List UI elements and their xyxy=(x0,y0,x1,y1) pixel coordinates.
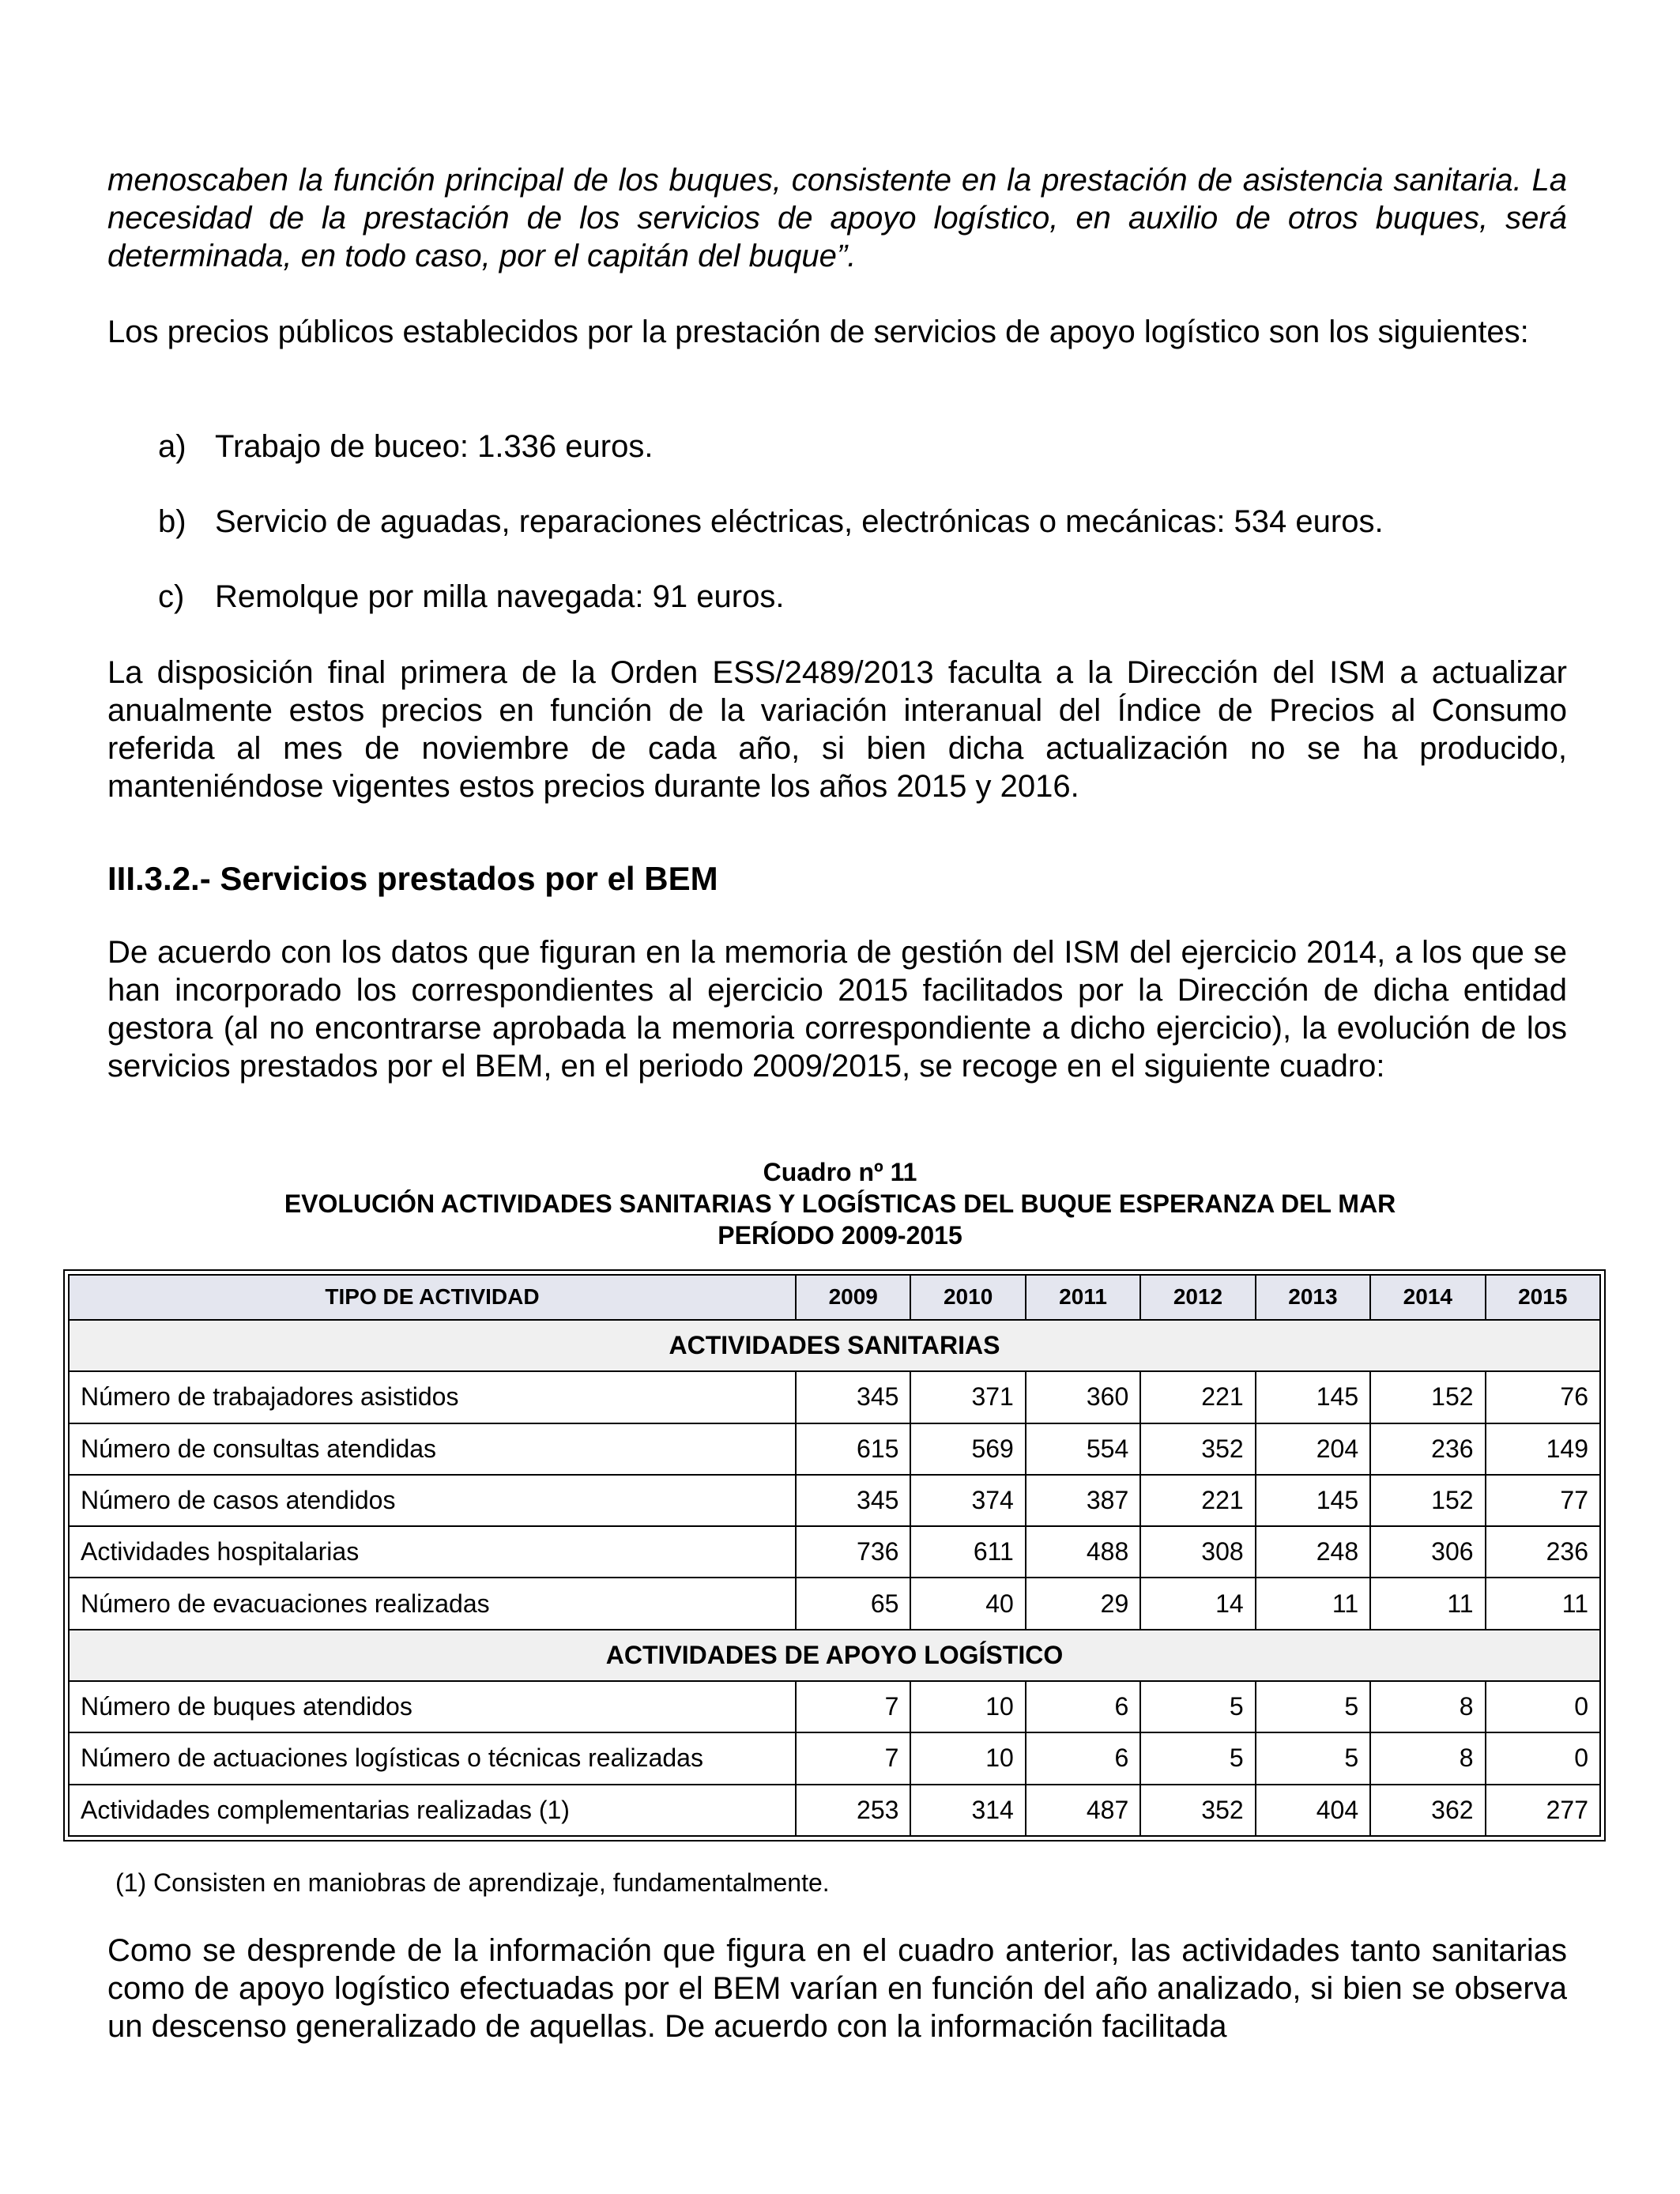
value-cell: 10 xyxy=(910,1681,1025,1732)
price-item-b xyxy=(158,503,1384,541)
table-row xyxy=(69,1578,1600,1629)
value-cell: 277 xyxy=(1486,1785,1600,1836)
value-cell: 152 xyxy=(1370,1371,1485,1423)
price-item-a xyxy=(158,428,653,466)
prices-intro-paragraph: Los precios públicos establecidos por la prestación de servicios de apoyo logístico son los siguientes: xyxy=(107,315,1529,349)
section-title: ACTIVIDADES DE APOYO LOGÍSTICO xyxy=(69,1630,1600,1681)
value-cell: 487 xyxy=(1026,1785,1140,1836)
row-label: Número de evacuaciones realizadas xyxy=(69,1578,796,1629)
value-cell: 554 xyxy=(1026,1423,1140,1475)
disposition-paragraph: La disposición final primera de la Orden ESS/2489/2013 faculta a la Dirección del ISM a actualizar anualmente estos precios en función de la variación interanual del Índice de Precios al Consumo referida al mes de noviembre de cada año, si bien dicha actualización no se ha producido, manteniéndose vigentes estos precios durante los años 2015 y 2016. xyxy=(107,655,1567,804)
value-cell: 5 xyxy=(1140,1732,1255,1784)
value-cell: 306 xyxy=(1370,1526,1485,1578)
header-cell: 2009 xyxy=(796,1275,910,1320)
value-cell: 345 xyxy=(796,1371,910,1423)
header-cell: 2015 xyxy=(1486,1275,1600,1320)
value-cell: 615 xyxy=(796,1423,910,1475)
table-title: EVOLUCIÓN ACTIVIDADES SANITARIAS Y LOGÍSTICAS DEL BUQUE ESPERANZA DEL MAR xyxy=(284,1189,1396,1218)
value-cell: 314 xyxy=(910,1785,1025,1836)
value-cell: 345 xyxy=(796,1475,910,1526)
value-cell: 404 xyxy=(1256,1785,1370,1836)
value-cell: 152 xyxy=(1370,1475,1485,1526)
value-cell: 65 xyxy=(796,1578,910,1629)
value-cell: 221 xyxy=(1140,1371,1255,1423)
section-row xyxy=(69,1630,1600,1681)
value-cell: 149 xyxy=(1486,1423,1600,1475)
header-cell: 2012 xyxy=(1140,1275,1255,1320)
section-row xyxy=(69,1320,1600,1371)
value-cell: 352 xyxy=(1140,1423,1255,1475)
section-heading: III.3.2.- Servicios prestados por el BEM xyxy=(107,860,718,897)
table-footnote: (1) Consisten en maniobras de aprendizaje, fundamentalmente. xyxy=(115,1868,830,1897)
value-cell: 352 xyxy=(1140,1785,1255,1836)
header-cell: 2010 xyxy=(910,1275,1025,1320)
value-cell: 253 xyxy=(796,1785,910,1836)
value-cell: 0 xyxy=(1486,1732,1600,1784)
value-cell: 11 xyxy=(1486,1578,1600,1629)
list-marker: b) xyxy=(158,504,186,539)
value-cell: 145 xyxy=(1256,1371,1370,1423)
value-cell: 8 xyxy=(1370,1732,1485,1784)
table-row xyxy=(69,1785,1600,1836)
value-cell: 7 xyxy=(796,1681,910,1732)
value-cell: 10 xyxy=(910,1732,1025,1784)
conclusion-paragraph: Como se desprende de la información que figura en el cuadro anterior, las actividades tanto sanitarias como de apoyo logístico efectuadas por el BEM varían en función del año analizado, si bien se observa un descenso generalizado de aquellas. De acuerdo con la información facilitada xyxy=(107,1933,1567,2044)
table-row xyxy=(69,1732,1600,1784)
value-cell: 236 xyxy=(1486,1526,1600,1578)
memoria-paragraph: De acuerdo con los datos que figuran en la memoria de gestión del ISM del ejercicio 2014, a los que se han incorporado los correspondientes al ejercicio 2015 facilitados por la Dirección de dicha entidad gestora (al no encontrarse aprobada la memoria correspondiente a dicho ejercicio), la evolución de los servicios prestados por el BEM, en el periodo 2009/2015, se recoge en el siguiente cuadro: xyxy=(107,935,1567,1084)
list-marker: c) xyxy=(158,579,185,614)
value-cell: 145 xyxy=(1256,1475,1370,1526)
value-cell: 7 xyxy=(796,1732,910,1784)
intro-paragraph: menoscaben la función principal de los buques, consistente en la prestación de asistencia sanitaria. La necesidad de la prestación de los servicios de apoyo logístico, en auxilio de otros buques, será determinada, en todo caso, por el capitán del buque”. xyxy=(107,163,1567,273)
table-row xyxy=(69,1423,1600,1475)
value-cell: 29 xyxy=(1026,1578,1140,1629)
table-period: PERÍODO 2009-2015 xyxy=(718,1221,962,1250)
list-item-text: Servicio de aguadas, reparaciones eléctricas, electrónicas o mecánicas: 534 euros. xyxy=(215,504,1384,539)
row-label: Número de casos atendidos xyxy=(69,1475,796,1526)
table-caption: Cuadro nº 11 xyxy=(763,1158,917,1186)
section-title: ACTIVIDADES SANITARIAS xyxy=(69,1320,1600,1371)
activities-table-frame xyxy=(63,1269,1606,1842)
value-cell: 76 xyxy=(1486,1371,1600,1423)
value-cell: 387 xyxy=(1026,1475,1140,1526)
row-label: Número de consultas atendidas xyxy=(69,1423,796,1475)
header-cell: 2011 xyxy=(1026,1275,1140,1320)
table-row xyxy=(69,1681,1600,1732)
value-cell: 308 xyxy=(1140,1526,1255,1578)
table-row xyxy=(69,1475,1600,1526)
value-cell: 8 xyxy=(1370,1681,1485,1732)
value-cell: 5 xyxy=(1256,1681,1370,1732)
value-cell: 6 xyxy=(1026,1681,1140,1732)
value-cell: 11 xyxy=(1370,1578,1485,1629)
header-cell: TIPO DE ACTIVIDAD xyxy=(69,1275,796,1320)
value-cell: 362 xyxy=(1370,1785,1485,1836)
activities-table xyxy=(68,1274,1601,1837)
price-item-c xyxy=(158,578,784,616)
list-item-text: Trabajo de buceo: 1.336 euros. xyxy=(215,429,654,464)
value-cell: 360 xyxy=(1026,1371,1140,1423)
value-cell: 77 xyxy=(1486,1475,1600,1526)
value-cell: 6 xyxy=(1026,1732,1140,1784)
value-cell: 14 xyxy=(1140,1578,1255,1629)
table-row xyxy=(69,1526,1600,1578)
value-cell: 736 xyxy=(796,1526,910,1578)
value-cell: 0 xyxy=(1486,1681,1600,1732)
row-label: Número de actuaciones logísticas o técnicas realizadas xyxy=(69,1732,796,1784)
value-cell: 248 xyxy=(1256,1526,1370,1578)
value-cell: 221 xyxy=(1140,1475,1255,1526)
row-label: Número de buques atendidos xyxy=(69,1681,796,1732)
value-cell: 374 xyxy=(910,1475,1025,1526)
table-header-row xyxy=(69,1275,1600,1320)
value-cell: 5 xyxy=(1256,1732,1370,1784)
row-label: Actividades complementarias realizadas (1) xyxy=(69,1785,796,1836)
value-cell: 40 xyxy=(910,1578,1025,1629)
value-cell: 204 xyxy=(1256,1423,1370,1475)
value-cell: 569 xyxy=(910,1423,1025,1475)
value-cell: 488 xyxy=(1026,1526,1140,1578)
value-cell: 11 xyxy=(1256,1578,1370,1629)
value-cell: 236 xyxy=(1370,1423,1485,1475)
value-cell: 5 xyxy=(1140,1681,1255,1732)
header-cell: 2014 xyxy=(1370,1275,1485,1320)
row-label: Actividades hospitalarias xyxy=(69,1526,796,1578)
table-row xyxy=(69,1371,1600,1423)
list-item-text: Remolque por milla navegada: 91 euros. xyxy=(215,579,785,614)
list-marker: a) xyxy=(158,429,186,464)
header-cell: 2013 xyxy=(1256,1275,1370,1320)
value-cell: 371 xyxy=(910,1371,1025,1423)
value-cell: 611 xyxy=(910,1526,1025,1578)
row-label: Número de trabajadores asistidos xyxy=(69,1371,796,1423)
